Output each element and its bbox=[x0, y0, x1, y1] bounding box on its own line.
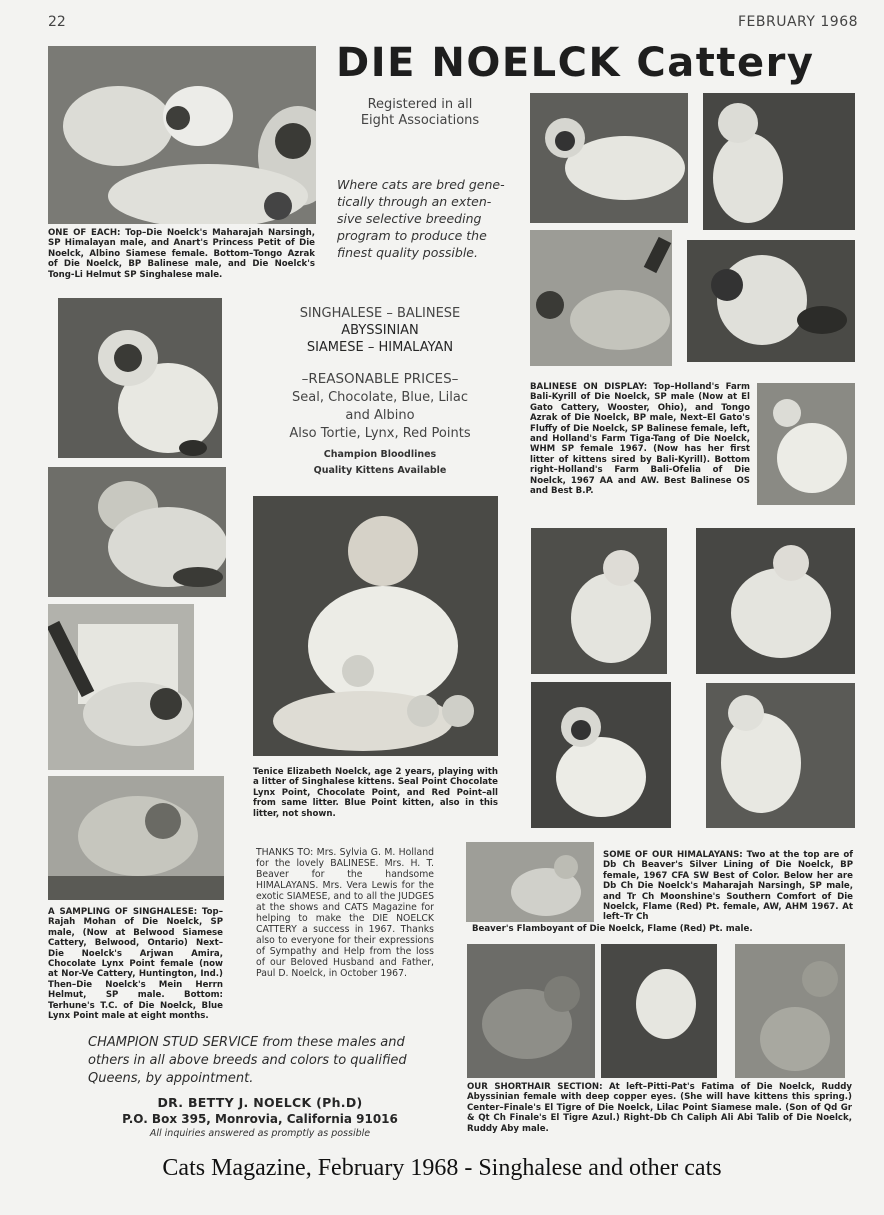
balinese-photo-5 bbox=[757, 383, 855, 505]
caption-himalayans: SOME OF OUR HIMALAYANS: Two at the top are of Db Ch Beaver's Silver Lining of Die Noelck, BP female, 1967 CFA SW Best of Color. Below her are Db Ch Die Noelck's Maharajah Narsingh, SP male, and Tr Ch Moonshine's Southern Comfort of Die Noelck, Flame (Red) Pt. female, AW, AHM 1967. At left–Tr Ch bbox=[603, 850, 853, 923]
stud-service bbox=[88, 1034, 433, 1088]
cat-image bbox=[601, 944, 717, 1078]
contact-address: P.O. Box 395, Monrovia, California 91016 bbox=[122, 1112, 398, 1126]
himalayan-photo-4 bbox=[706, 683, 855, 828]
stud-line: CHAMPION STUD SERVICE from these males and bbox=[88, 1035, 405, 1050]
registered-line: Eight Associations bbox=[360, 113, 480, 128]
cat-image bbox=[48, 467, 226, 597]
breed-line: SINGHALESE – BALINESE bbox=[299, 306, 461, 321]
contact-name: DR. BETTY J. NOELCK (Ph.D) bbox=[157, 1095, 363, 1110]
registered-line: Registered in all bbox=[367, 97, 473, 112]
shorthair-photo-1 bbox=[467, 944, 595, 1078]
child-with-kittens-photo bbox=[253, 496, 498, 756]
balinese-photo-2 bbox=[703, 93, 855, 230]
slogan-line: program to produce the bbox=[337, 228, 487, 243]
singhalese-photo-4 bbox=[48, 776, 224, 900]
prices-heading: –REASONABLE PRICES– bbox=[301, 371, 459, 387]
cat-image bbox=[48, 604, 194, 770]
caption-one-of-each: ONE OF EACH: Top–Die Noelck's Maharajah Narsingh, SP Himalayan male, and Anart's Princess Petit of Die Noelck, Albino Siamese female. Bottom–Tongo Azrak of Die Noelck, BP Balinese male, and Die Noelck's Tong-Li Helmut SP Singhalese male. bbox=[48, 228, 315, 280]
cat-image bbox=[687, 240, 855, 362]
contact-note: All inquiries answered as promptly as possible bbox=[149, 1128, 371, 1139]
slogan-line: Where cats are bred gene- bbox=[337, 177, 505, 192]
cat-image bbox=[58, 298, 222, 458]
cat-image bbox=[531, 682, 671, 828]
thanks-note: THANKS TO: Mrs. Sylvia G. M. Holland for the lovely BALINESE. Mrs. H. T. Beaver for the handsome HIMALAYANS. Mrs. Vera Lewis for the exotic SIAMESE, and to all the JUDGES at the shows and CATS Magazine for helping to make the DIE NOELCK CATTERY a success in 1967. Thanks also to everyone for their expressions of Sympathy and Help from the loss of our Beloved Husband and Father, Paul D. Noelck, in October 1967. bbox=[256, 847, 434, 979]
singhalese-photo-1 bbox=[58, 298, 222, 458]
stud-line: Queens, by appointment. bbox=[88, 1071, 254, 1086]
himalayan-photo-1 bbox=[531, 528, 667, 674]
footer-caption: Cats Magazine, February 1968 - Singhalese and other cats bbox=[162, 1155, 722, 1181]
balinese-photo-4 bbox=[687, 240, 855, 362]
cat-image bbox=[48, 776, 224, 900]
cat-image bbox=[467, 944, 595, 1078]
prices-line: Seal, Chocolate, Blue, Lilac bbox=[291, 390, 468, 405]
cat-image bbox=[466, 842, 594, 922]
breeds-list bbox=[265, 305, 495, 356]
contact-block bbox=[100, 1094, 420, 1140]
slogan-line: finest quality possible. bbox=[337, 245, 478, 260]
himalayan-photo-3 bbox=[531, 682, 671, 828]
cat-image bbox=[706, 683, 855, 828]
cat-image bbox=[530, 230, 672, 366]
group-cats-image bbox=[48, 46, 316, 224]
balinese-photo-1 bbox=[530, 93, 688, 223]
group-cats-photo bbox=[48, 46, 316, 224]
slogan bbox=[337, 176, 507, 261]
prices-block bbox=[262, 370, 498, 479]
cattery-title: DIE NOELCK Cattery bbox=[336, 40, 815, 86]
himalayan-photo-5 bbox=[466, 842, 594, 922]
stud-line: others in all above breeds and colors to qualified bbox=[88, 1053, 407, 1068]
prices-line: Quality Kittens Available bbox=[313, 465, 447, 476]
child-image bbox=[253, 496, 498, 756]
slogan-line: sive selective breeding bbox=[337, 211, 482, 226]
caption-singhalese: A SAMPLING OF SINGHALESE: Top–Rajah Mohan of Die Noelck, SP male, (Now at Belwood Siamese Cattery, Belwood, Ontario) Next–Die Noelck's Arjwan Amira, Chocolate Lynx Point female (now at Nor-Ve Cattery, Huntington, Ind.) Then–Die Noelck's Mein Herrn Helmut, SP male. Bottom: Terhune's T.C. of Die Noelck, Blue Lynx Point male at eight months. bbox=[48, 907, 223, 1022]
breed-line: ABYSSINIAN bbox=[341, 323, 419, 338]
caption-balinese: BALINESE ON DISPLAY: Top–Holland's Farm Bali-Kyrill of Die Noelck, SP male (Now at El Gato Cattery, Wooster, Ohio), and Tongo Azrak of Die Noelck, BP male, Next–El Gato's Fluffy of Die Noelck, SP Balinese female, left, and Holland's Farm Tiga-Tang of Die Noelck, WHM SP female 1967. (Now has her first litter of kittens sired by Bali-Kyrill). Bottom right–Holland's Farm Bali-Ofelia of Die Noelck, 1967 AA and AW. Best Balinese OS and Best B.P. bbox=[530, 382, 750, 497]
himalayan-photo-2 bbox=[696, 528, 855, 674]
singhalese-photo-3 bbox=[48, 604, 194, 770]
caption-tenice: Tenice Elizabeth Noelck, age 2 years, playing with a litter of Singhalese kittens. Seal Point Chocolate Lynx Point, Chocolate Point, and Red Point–all from same litter. Blue Point kitten, also in this litter, not shown. bbox=[253, 767, 498, 819]
caption-himalayans-tail: Beaver's Flamboyant of Die Noelck, Flame (Red) Pt. male. bbox=[472, 924, 753, 934]
page-number: 22 bbox=[48, 14, 66, 30]
balinese-photo-3 bbox=[530, 230, 672, 366]
registered-note bbox=[340, 97, 500, 129]
cat-image bbox=[735, 944, 845, 1078]
breed-line: SIAMESE – HIMALAYAN bbox=[306, 340, 454, 355]
slogan-line: tically through an exten- bbox=[337, 194, 492, 209]
prices-line: and Albino bbox=[345, 408, 415, 423]
issue-date: FEBRUARY 1968 bbox=[738, 14, 859, 30]
cat-image bbox=[696, 528, 855, 674]
cat-image bbox=[530, 93, 688, 223]
caption-shorthair: OUR SHORTHAIR SECTION: At left–Pitti-Pat's Fatima of Die Noelck, Ruddy Abyssinian female with deep copper eyes. (She will have kittens this spring.) Center–Finale's El Tigre of Die Noelck, Lilac Point Siamese male. (Son of Qd Gr & Qt Ch Finale's El Tigre Azul.) Right–Db Ch Caliph Ali Abi Talib of Die Noelck, Ruddy Aby male. bbox=[467, 1082, 852, 1134]
shorthair-photo-3 bbox=[735, 944, 845, 1078]
cat-image bbox=[757, 383, 855, 505]
cat-image bbox=[703, 93, 855, 230]
shorthair-photo-2 bbox=[601, 944, 717, 1078]
prices-line: Also Tortie, Lynx, Red Points bbox=[289, 426, 471, 441]
prices-line: Champion Bloodlines bbox=[323, 449, 437, 460]
singhalese-photo-2 bbox=[48, 467, 226, 597]
cat-image bbox=[531, 528, 667, 674]
